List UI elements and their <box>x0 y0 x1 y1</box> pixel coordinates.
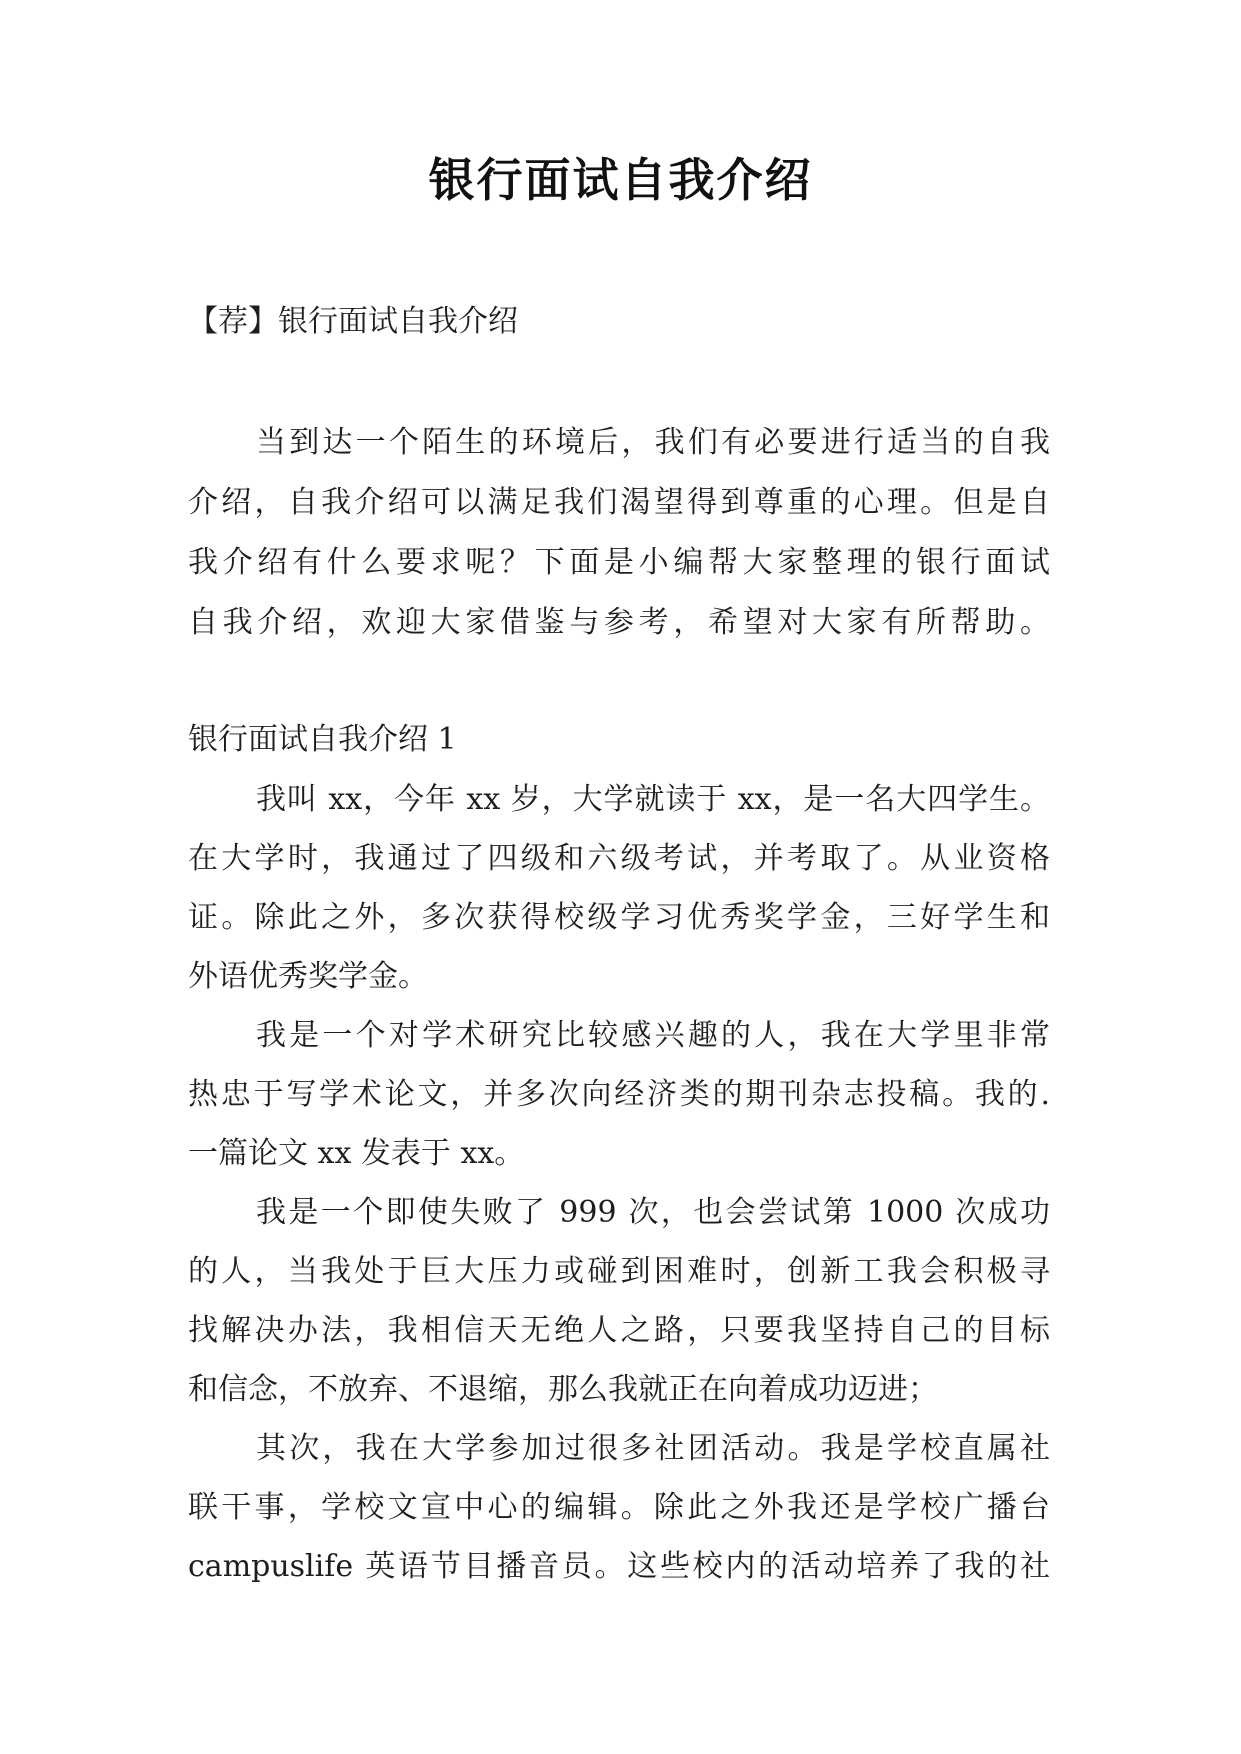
para1-line-3: 证。除此之外，多次获得校级学习优秀奖学金，三好学生和 <box>188 900 1050 935</box>
intro-line-3: 我介绍有什么要求呢？下面是小编帮大家整理的银行面试 <box>188 545 1050 580</box>
para3-line-2: 的人，当我处于巨大压力或碰到困难时，创新工我会积极寻 <box>188 1254 1050 1289</box>
para1-line-4: 外语优秀奖学金。 <box>188 959 428 994</box>
document-title: 银行面试自我介绍 <box>428 153 813 207</box>
section-heading-1: 银行面试自我介绍 1 <box>188 722 457 757</box>
para2-line-1: 我是一个对学术研究比较感兴趣的人，我在大学里非常 <box>256 1018 1050 1053</box>
subtitle-line: 【荐】银行面试自我介绍 <box>188 304 518 339</box>
intro-line-2: 介绍，自我介绍可以满足我们渴望得到尊重的心理。但是自 <box>188 485 1050 520</box>
para3-line-4: 和信念，不放弃、不退缩，那么我就正在向着成功迈进； <box>188 1372 938 1407</box>
para2-line-3: 一篇论文 xx 发表于 xx。 <box>188 1136 525 1171</box>
para4-line-2: 联干事，学校文宣中心的编辑。除此之外我还是学校广播台 <box>188 1490 1050 1525</box>
intro-line-1: 当到达一个陌生的环境后，我们有必要进行适当的自我 <box>256 425 1050 460</box>
para2-line-2: 热忠于写学术论文，并多次向经济类的期刊杂志投稿。我的. <box>188 1077 1050 1112</box>
para1-line-2: 在大学时，我通过了四级和六级考试，并考取了。从业资格 <box>188 841 1050 876</box>
intro-line-4: 自我介绍，欢迎大家借鉴与参考，希望对大家有所帮助。 <box>188 605 1050 640</box>
para4-line-3: campuslife 英语节目播音员。这些校内的活动培养了我的社 <box>188 1549 1050 1584</box>
para3-line-1: 我是一个即使失败了 999 次，也会尝试第 1000 次成功 <box>256 1195 1050 1230</box>
para3-line-3: 找解决办法，我相信天无绝人之路，只要我坚持自己的目标 <box>188 1313 1050 1348</box>
para1-line-1: 我叫 xx，今年 xx 岁，大学就读于 xx，是一名大四学生。 <box>256 782 1050 817</box>
para4-line-1: 其次，我在大学参加过很多社团活动。我是学校直属社 <box>256 1431 1050 1466</box>
